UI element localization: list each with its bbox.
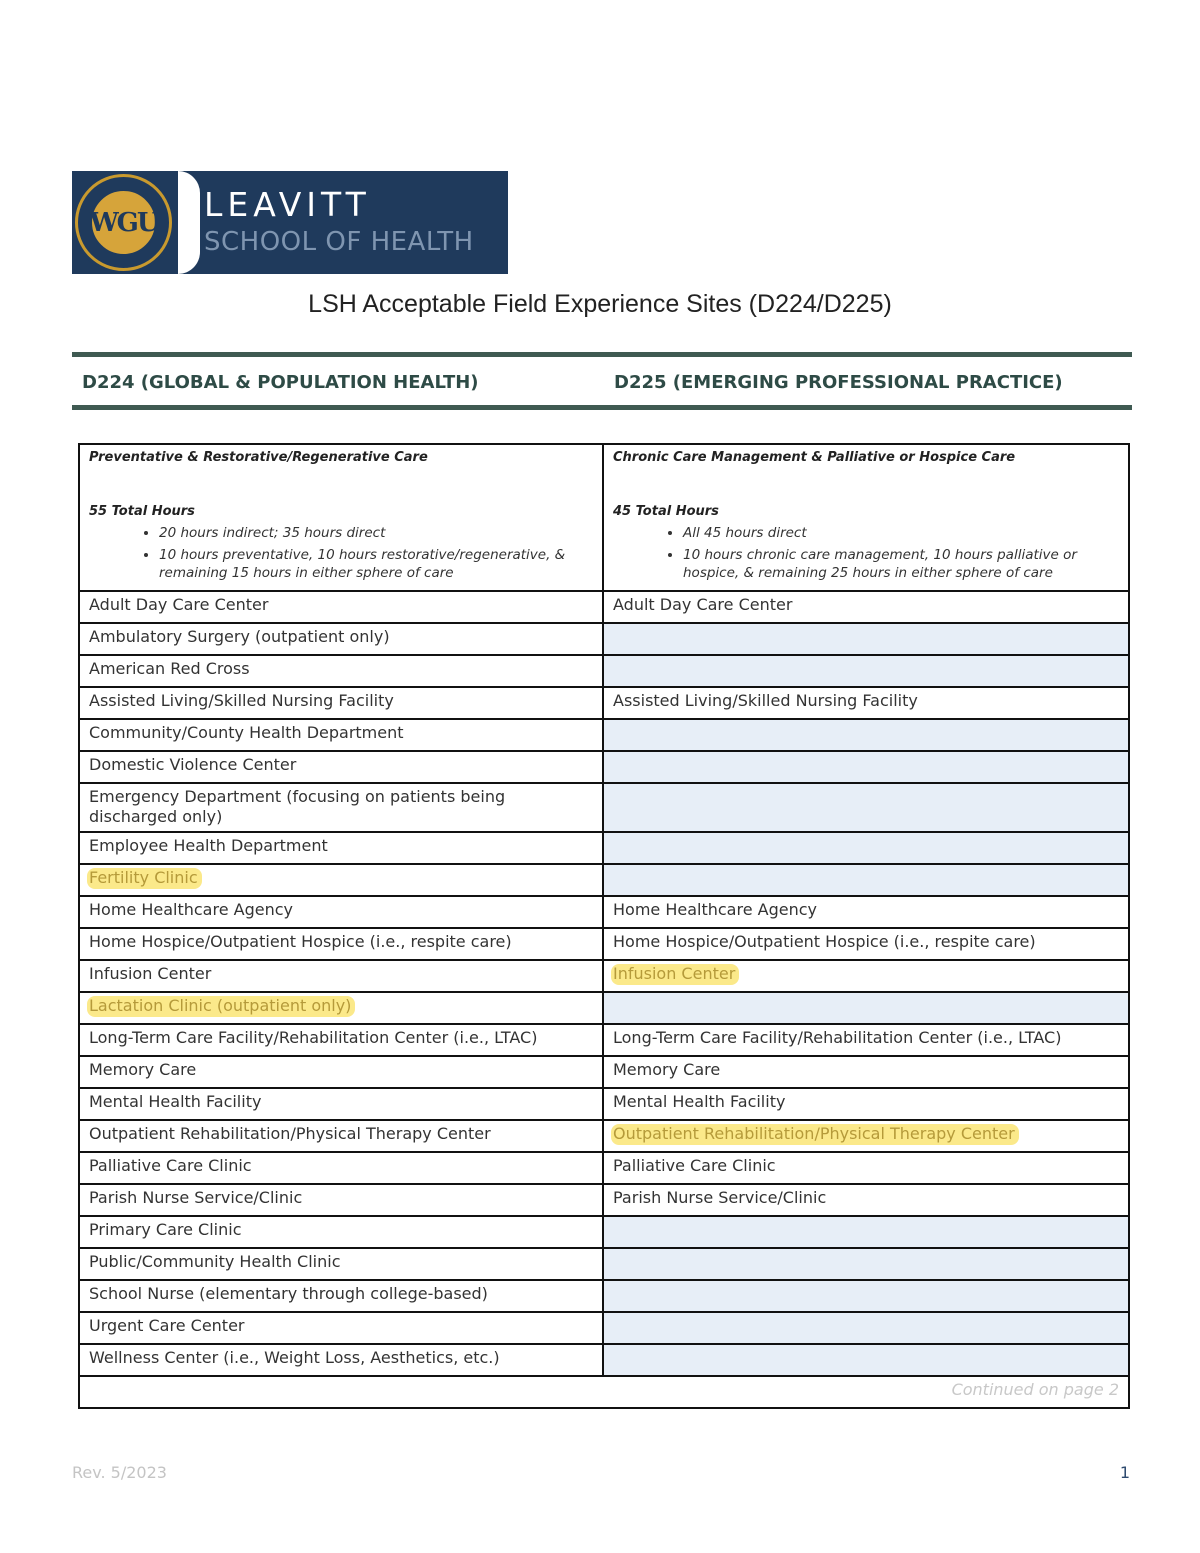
logo-line-school: SCHOOL OF HEALTH <box>204 227 474 257</box>
site-name: Long-Term Care Facility/Rehabilitation Center (i.e., LTAC) <box>89 1028 538 1047</box>
d225-site-cell <box>603 1280 1129 1312</box>
d225-site-cell <box>603 992 1129 1024</box>
d225-site-cell <box>603 623 1129 655</box>
d224-site-cell <box>79 928 603 960</box>
table-row <box>79 783 1129 832</box>
site-name: Mental Health Facility <box>89 1092 262 1111</box>
d224-hours-list <box>89 524 593 582</box>
d224-site-cell <box>79 1088 603 1120</box>
site-name: School Nurse (elementary through college-based) <box>89 1284 488 1303</box>
column-heading-d224: D224 (GLOBAL & POPULATION HEALTH) <box>82 372 479 393</box>
site-name: Community/County Health Department <box>89 723 404 742</box>
site-name: Lactation Clinic (outpatient only) <box>87 996 355 1017</box>
d225-requirements-cell <box>603 444 1129 591</box>
table-row <box>79 1216 1129 1248</box>
table-row <box>79 623 1129 655</box>
site-name: Assisted Living/Skilled Nursing Facility <box>613 691 918 710</box>
d224-care-focus: Preventative & Restorative/Regenerative Care <box>89 450 428 465</box>
d225-site-cell <box>603 1056 1129 1088</box>
site-name: Primary Care Clinic <box>89 1220 242 1239</box>
site-name: American Red Cross <box>89 659 250 678</box>
d225-site-cell <box>603 655 1129 687</box>
logo-line-leavitt: LEAVITT <box>204 185 371 224</box>
table-row <box>79 1120 1129 1152</box>
d224-site-cell <box>79 1248 603 1280</box>
site-name: Outpatient Rehabilitation/Physical Therapy Center <box>611 1124 1019 1145</box>
table-row <box>79 1024 1129 1056</box>
wgu-seal-icon <box>72 171 175 274</box>
list-item: • 10 hours preventative, 10 hours restorative/regenerative, & remaining 15 hours in either sphere of care <box>159 546 593 582</box>
list-item: • 20 hours indirect; 35 hours direct <box>159 524 593 542</box>
table-row <box>79 992 1129 1024</box>
site-name: Memory Care <box>89 1060 197 1079</box>
site-name: Home Healthcare Agency <box>613 900 817 919</box>
table-row <box>79 1152 1129 1184</box>
d224-site-cell <box>79 1056 603 1088</box>
d224-site-cell <box>79 623 603 655</box>
document-title: LSH Acceptable Field Experience Sites (D224/D225) <box>308 290 892 318</box>
revision-date: Rev. 5/2023 <box>72 1463 167 1482</box>
site-name: Fertility Clinic <box>87 868 202 889</box>
d225-site-cell <box>603 896 1129 928</box>
site-name: Wellness Center (i.e., Weight Loss, Aesthetics, etc.) <box>89 1348 500 1367</box>
table-row <box>79 960 1129 992</box>
site-name: Adult Day Care Center <box>613 595 793 614</box>
site-name: Memory Care <box>613 1060 721 1079</box>
d225-site-cell <box>603 928 1129 960</box>
d225-site-cell <box>603 1312 1129 1344</box>
site-name: Ambulatory Surgery (outpatient only) <box>89 627 390 646</box>
table-row <box>79 864 1129 896</box>
d224-site-cell <box>79 1312 603 1344</box>
d224-site-cell <box>79 1024 603 1056</box>
bottom-rule <box>72 405 1132 410</box>
site-name: Palliative Care Clinic <box>89 1156 252 1175</box>
page-number: 1 <box>1119 1463 1130 1482</box>
d224-site-cell <box>79 591 603 623</box>
site-name: Outpatient Rehabilitation/Physical Therapy Center <box>89 1124 491 1143</box>
d225-care-focus: Chronic Care Management & Palliative or Hospice Care <box>613 450 1016 465</box>
table-row <box>79 1248 1129 1280</box>
d224-site-cell <box>79 1184 603 1216</box>
site-name: Infusion Center <box>89 964 212 983</box>
d224-site-cell <box>79 783 603 832</box>
d224-site-cell <box>79 1152 603 1184</box>
d225-site-cell <box>603 1120 1129 1152</box>
site-name: Home Hospice/Outpatient Hospice (i.e., respite care) <box>613 932 1036 951</box>
table-row <box>79 1280 1129 1312</box>
site-name: Public/Community Health Clinic <box>89 1252 341 1271</box>
field-sites-table <box>78 443 1130 1409</box>
d224-site-cell <box>79 1120 603 1152</box>
d224-site-cell <box>79 1280 603 1312</box>
table-row <box>79 751 1129 783</box>
d224-site-cell <box>79 1344 603 1376</box>
d224-site-cell <box>79 655 603 687</box>
table-row <box>79 1056 1129 1088</box>
d225-site-cell <box>603 832 1129 864</box>
table-row <box>79 896 1129 928</box>
site-name: Long-Term Care Facility/Rehabilitation Center (i.e., LTAC) <box>613 1028 1062 1047</box>
list-item: • 10 hours chronic care management, 10 hours palliative or hospice, & remaining 25 hours in either sphere of care <box>683 546 1119 582</box>
table-row <box>79 591 1129 623</box>
table-row <box>79 1184 1129 1216</box>
logo-divider <box>178 171 200 274</box>
table-row <box>79 687 1129 719</box>
d224-site-cell <box>79 864 603 896</box>
d225-total-hours: 45 Total Hours <box>613 504 719 519</box>
list-item: • All 45 hours direct <box>683 524 1119 542</box>
d225-site-cell <box>603 1184 1129 1216</box>
d225-site-cell <box>603 1216 1129 1248</box>
table-row <box>79 1312 1129 1344</box>
d225-site-cell <box>603 1152 1129 1184</box>
continued-note: Continued on page 2 <box>79 1376 1129 1408</box>
d224-site-cell <box>79 1216 603 1248</box>
top-rule <box>72 352 1132 357</box>
site-name: Assisted Living/Skilled Nursing Facility <box>89 691 394 710</box>
d225-site-cell <box>603 1024 1129 1056</box>
d224-requirements-cell <box>79 444 603 591</box>
d224-total-hours: 55 Total Hours <box>89 504 195 519</box>
d224-site-cell <box>79 751 603 783</box>
d224-site-cell <box>79 687 603 719</box>
d225-site-cell <box>603 960 1129 992</box>
d224-site-cell <box>79 992 603 1024</box>
d225-site-cell <box>603 719 1129 751</box>
site-name: Adult Day Care Center <box>89 595 269 614</box>
table-row <box>79 655 1129 687</box>
d225-site-cell <box>603 1088 1129 1120</box>
d224-site-cell <box>79 719 603 751</box>
d225-site-cell <box>603 591 1129 623</box>
table-row <box>79 1088 1129 1120</box>
d225-site-cell <box>603 1248 1129 1280</box>
site-name: Infusion Center <box>611 964 739 985</box>
site-name: Parish Nurse Service/Clinic <box>613 1188 827 1207</box>
table-row <box>79 719 1129 751</box>
site-name: Home Healthcare Agency <box>89 900 293 919</box>
site-name: Palliative Care Clinic <box>613 1156 776 1175</box>
site-name: Urgent Care Center <box>89 1316 245 1335</box>
table-row <box>79 1344 1129 1376</box>
continued-row <box>79 1376 1129 1408</box>
d225-hours-list <box>613 524 1119 582</box>
table-row <box>79 928 1129 960</box>
table-row <box>79 832 1129 864</box>
leavitt-logo <box>72 171 508 274</box>
d225-site-cell <box>603 687 1129 719</box>
d224-site-cell <box>79 832 603 864</box>
site-name: Parish Nurse Service/Clinic <box>89 1188 303 1207</box>
seal-monogram: WGU <box>90 189 157 256</box>
table-header-row <box>79 444 1129 591</box>
d225-site-cell <box>603 783 1129 832</box>
site-name: Domestic Violence Center <box>89 755 297 774</box>
d225-site-cell <box>603 751 1129 783</box>
column-heading-d225: D225 (EMERGING PROFESSIONAL PRACTICE) <box>614 372 1063 393</box>
site-name: Home Hospice/Outpatient Hospice (i.e., respite care) <box>89 932 512 951</box>
d225-site-cell <box>603 864 1129 896</box>
site-name: Employee Health Department <box>89 836 328 855</box>
site-name: Mental Health Facility <box>613 1092 786 1111</box>
d224-site-cell <box>79 896 603 928</box>
site-name: Emergency Department (focusing on patients being discharged only) <box>89 787 506 826</box>
d224-site-cell <box>79 960 603 992</box>
d225-site-cell <box>603 1344 1129 1376</box>
